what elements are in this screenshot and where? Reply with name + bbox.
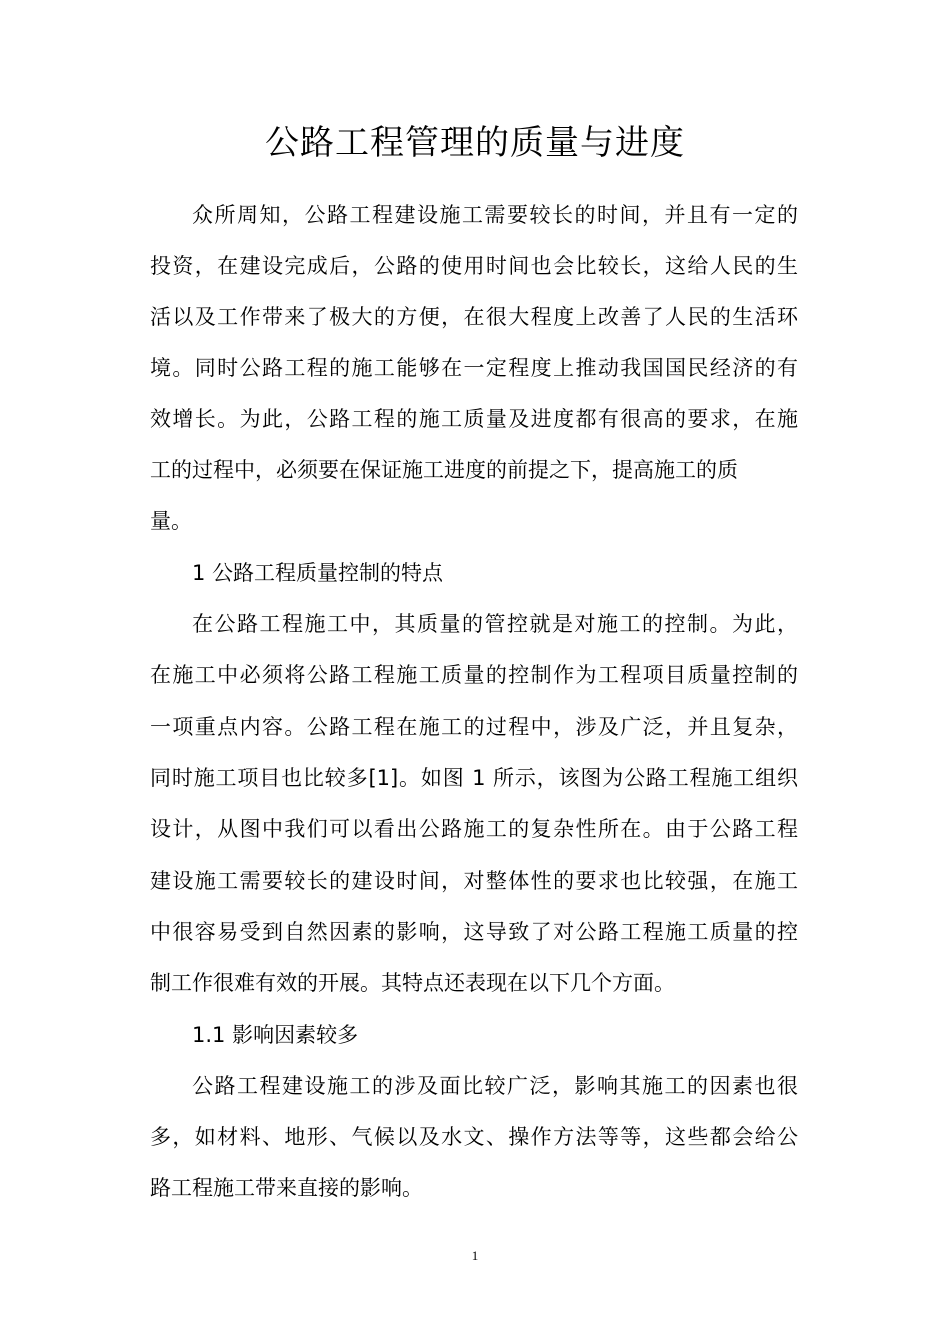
intro-line-3: 活以及工作带来了极大的方便，在很大程度上改善了人民的生活环	[150, 305, 798, 329]
section1-1-line-1: 公路工程建设施工的涉及面比较广泛，影响其施工的因素也很	[192, 1074, 798, 1098]
section1-line-4: 同时施工项目也比较多[1]。如图 1 所示，该图为公路工程施工组织	[150, 766, 798, 790]
section-heading-1-1: 1.1 影响因素较多	[192, 1023, 359, 1047]
section1-line-1: 在公路工程施工中，其质量的管控就是对施工的控制。为此，	[192, 612, 798, 636]
section1-line-2: 在施工中必须将公路工程施工质量的控制作为工程项目质量控制的	[150, 663, 798, 687]
section1-line-7: 中很容易受到自然因素的影响，这导致了对公路工程施工质量的控	[150, 920, 798, 944]
section-heading-1: 1 公路工程质量控制的特点	[192, 561, 444, 585]
section1-line-3: 一项重点内容。公路工程在施工的过程中，涉及广泛，并且复杂，	[150, 715, 798, 739]
intro-line-1: 众所周知，公路工程建设施工需要较长的时间，并且有一定的	[192, 203, 798, 227]
intro-line-7: 量。	[150, 509, 192, 533]
section1-1-line-3: 路工程施工带来直接的影响。	[150, 1176, 423, 1200]
intro-line-2: 投资，在建设完成后，公路的使用时间也会比较长，这给人民的生	[150, 254, 798, 278]
section1-line-8: 制工作很难有效的开展。其特点还表现在以下几个方面。	[150, 971, 675, 995]
document-title: 公路工程管理的质量与进度	[265, 123, 685, 163]
section1-line-6: 建设施工需要较长的建设时间，对整体性的要求也比较强，在施工	[150, 869, 798, 893]
section1-line-5: 设计，从图中我们可以看出公路施工的复杂性所在。由于公路工程	[150, 817, 798, 841]
intro-line-6: 工的过程中，必须要在保证施工进度的前提之下，提高施工的质	[150, 458, 738, 482]
page-number: 1	[471, 1248, 479, 1263]
intro-line-4: 境。同时公路工程的施工能够在一定程度上推动我国国民经济的有	[150, 356, 798, 380]
intro-line-5: 效增长。为此，公路工程的施工质量及进度都有很高的要求，在施	[150, 407, 798, 431]
section1-1-line-2: 多，如材料、地形、气候以及水文、操作方法等等，这些都会给公	[150, 1125, 798, 1149]
